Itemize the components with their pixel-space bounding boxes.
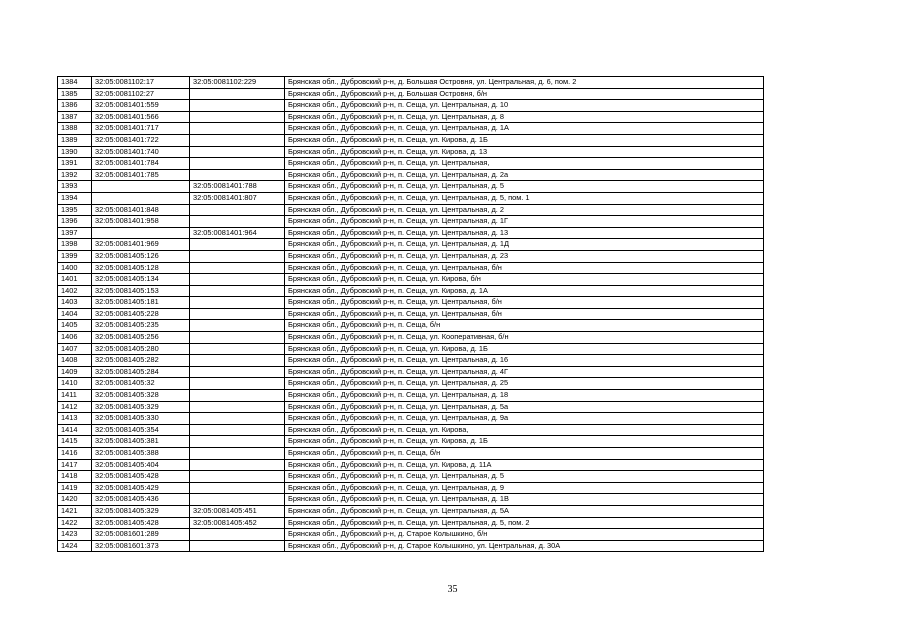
cadastral-number-cell: 32:05:0081405:381	[92, 436, 190, 448]
address-cell: Брянская обл., Дубровский р-н, п. Сеща, ул. Центральная, д. 25	[285, 378, 764, 390]
object-cadastral-number-cell	[190, 436, 285, 448]
cadastral-number-cell: 32:05:0081405:126	[92, 250, 190, 262]
table-row	[58, 181, 764, 193]
address-cell: Брянская обл., Дубровский р-н, п. Сеща, ул. Центральная, д. 23	[285, 250, 764, 262]
table-row	[58, 158, 764, 170]
object-cadastral-number-cell	[190, 459, 285, 471]
address-cell: Брянская обл., Дубровский р-н, п. Сеща, б/н	[285, 320, 764, 332]
row-number-cell: 1390	[58, 146, 92, 158]
cadastral-number-cell: 32:05:0081401:740	[92, 146, 190, 158]
table-row	[58, 192, 764, 204]
object-cadastral-number-cell	[190, 297, 285, 309]
object-cadastral-number-cell: 32:05:0081401:807	[190, 192, 285, 204]
row-number-cell: 1391	[58, 158, 92, 170]
object-cadastral-number-cell	[190, 448, 285, 460]
cadastral-number-cell: 32:05:0081405:284	[92, 366, 190, 378]
address-cell: Брянская обл., Дубровский р-н, п. Сеща, ул. Кирова, д. 1Б	[285, 343, 764, 355]
table-row	[58, 297, 764, 309]
address-cell: Брянская обл., Дубровский р-н, п. Сеща, ул. Центральная, д. 5	[285, 471, 764, 483]
cadastral-number-cell: 32:05:0081102:27	[92, 88, 190, 100]
address-cell: Брянская обл., Дубровский р-н, п. Сеща, ул. Центральная, д. 9а	[285, 413, 764, 425]
row-number-cell: 1386	[58, 100, 92, 112]
address-cell: Брянская обл., Дубровский р-н, п. Сеща, ул. Центральная, д. 8	[285, 111, 764, 123]
row-number-cell: 1402	[58, 285, 92, 297]
cadastral-number-cell: 32:05:0081405:388	[92, 448, 190, 460]
row-number-cell: 1401	[58, 274, 92, 286]
table-row	[58, 366, 764, 378]
cadastral-number-cell	[92, 227, 190, 239]
address-cell: Брянская обл., Дубровский р-н, д. Старое Колышкино, б/н	[285, 529, 764, 541]
object-cadastral-number-cell	[190, 413, 285, 425]
table-row	[58, 471, 764, 483]
object-cadastral-number-cell	[190, 100, 285, 112]
object-cadastral-number-cell	[190, 111, 285, 123]
row-number-cell: 1420	[58, 494, 92, 506]
object-cadastral-number-cell	[190, 343, 285, 355]
object-cadastral-number-cell	[190, 355, 285, 367]
object-cadastral-number-cell	[190, 308, 285, 320]
table-row	[58, 517, 764, 529]
table-row	[58, 320, 764, 332]
address-cell: Брянская обл., Дубровский р-н, п. Сеща, б/н	[285, 448, 764, 460]
address-cell: Брянская обл., Дубровский р-н, п. Сеща, ул. Центральная, д. 4Г	[285, 366, 764, 378]
table-row	[58, 134, 764, 146]
table-row	[58, 343, 764, 355]
object-cadastral-number-cell	[190, 494, 285, 506]
address-cell: Брянская обл., Дубровский р-н, п. Сеща, ул. Центральная, б/н	[285, 297, 764, 309]
table-row	[58, 169, 764, 181]
table-row	[58, 123, 764, 135]
object-cadastral-number-cell	[190, 146, 285, 158]
table-row	[58, 262, 764, 274]
row-number-cell: 1384	[58, 77, 92, 89]
object-cadastral-number-cell: 32:05:0081401:788	[190, 181, 285, 193]
cadastral-number-cell: 32:05:0081405:228	[92, 308, 190, 320]
cadastral-number-cell: 32:05:0081401:717	[92, 123, 190, 135]
cadastral-number-cell: 32:05:0081405:282	[92, 355, 190, 367]
row-number-cell: 1412	[58, 401, 92, 413]
object-cadastral-number-cell	[190, 158, 285, 170]
cadastral-number-cell: 32:05:0081401:848	[92, 204, 190, 216]
object-cadastral-number-cell	[190, 332, 285, 344]
object-cadastral-number-cell	[190, 285, 285, 297]
table-row	[58, 424, 764, 436]
object-cadastral-number-cell	[190, 216, 285, 228]
row-number-cell: 1423	[58, 529, 92, 541]
row-number-cell: 1410	[58, 378, 92, 390]
row-number-cell: 1395	[58, 204, 92, 216]
address-cell: Брянская обл., Дубровский р-н, п. Сеща, ул. Центральная, д. 18	[285, 390, 764, 402]
object-cadastral-number-cell	[190, 262, 285, 274]
address-cell: Брянская обл., Дубровский р-н, д. Старое Колышкино, ул. Центральная, д. 30А	[285, 540, 764, 552]
address-cell: Брянская обл., Дубровский р-н, п. Сеща, ул. Центральная, б/н	[285, 308, 764, 320]
cadastral-table	[57, 76, 764, 552]
address-cell: Брянская обл., Дубровский р-н, п. Сеща, ул. Центральная, д. 1Г	[285, 216, 764, 228]
row-number-cell: 1403	[58, 297, 92, 309]
address-cell: Брянская обл., Дубровский р-н, п. Сеща, ул. Кирова, д. 11А	[285, 459, 764, 471]
table-row	[58, 482, 764, 494]
row-number-cell: 1394	[58, 192, 92, 204]
address-cell: Брянская обл., Дубровский р-н, п. Сеща, ул. Кирова, д. 1А	[285, 285, 764, 297]
cadastral-number-cell: 32:05:0081401:722	[92, 134, 190, 146]
cadastral-number-cell: 32:05:0081405:328	[92, 390, 190, 402]
table-row	[58, 77, 764, 89]
address-cell: Брянская обл., Дубровский р-н, п. Сеща, ул. Кирова, б/н	[285, 274, 764, 286]
cadastral-number-cell: 32:05:0081401:559	[92, 100, 190, 112]
cadastral-number-cell	[92, 192, 190, 204]
row-number-cell: 1413	[58, 413, 92, 425]
row-number-cell: 1415	[58, 436, 92, 448]
row-number-cell: 1397	[58, 227, 92, 239]
address-cell: Брянская обл., Дубровский р-н, п. Сеща, ул. Кооперативная, б/н	[285, 332, 764, 344]
row-number-cell: 1406	[58, 332, 92, 344]
table-row	[58, 436, 764, 448]
cadastral-number-cell: 32:05:0081405:181	[92, 297, 190, 309]
address-cell: Брянская обл., Дубровский р-н, п. Сеща, ул. Центральная, д. 16	[285, 355, 764, 367]
address-cell: Брянская обл., Дубровский р-н, п. Сеща, ул. Центральная, д. 2	[285, 204, 764, 216]
address-cell: Брянская обл., Дубровский р-н, д. Большая Островня, б/н	[285, 88, 764, 100]
row-number-cell: 1418	[58, 471, 92, 483]
address-cell: Брянская обл., Дубровский р-н, п. Сеща, ул. Центральная, д. 2а	[285, 169, 764, 181]
object-cadastral-number-cell	[190, 239, 285, 251]
table-row	[58, 88, 764, 100]
table-row	[58, 494, 764, 506]
row-number-cell: 1417	[58, 459, 92, 471]
address-cell: Брянская обл., Дубровский р-н, п. Сеща, ул. Центральная, д. 9	[285, 482, 764, 494]
table-body	[58, 77, 764, 552]
table-row	[58, 308, 764, 320]
address-cell: Брянская обл., Дубровский р-н, п. Сеща, ул. Центральная, д. 5, пом. 1	[285, 192, 764, 204]
cadastral-number-cell	[92, 181, 190, 193]
address-cell: Брянская обл., Дубровский р-н, п. Сеща, ул. Кирова, д. 13	[285, 146, 764, 158]
cadastral-number-cell: 32:05:0081601:373	[92, 540, 190, 552]
table-row	[58, 227, 764, 239]
table-row	[58, 239, 764, 251]
row-number-cell: 1419	[58, 482, 92, 494]
cadastral-number-cell: 32:05:0081401:784	[92, 158, 190, 170]
object-cadastral-number-cell	[190, 540, 285, 552]
row-number-cell: 1414	[58, 424, 92, 436]
table-row	[58, 355, 764, 367]
row-number-cell: 1422	[58, 517, 92, 529]
table-row	[58, 111, 764, 123]
object-cadastral-number-cell	[190, 482, 285, 494]
object-cadastral-number-cell	[190, 471, 285, 483]
address-cell: Брянская обл., Дубровский р-н, п. Сеща, ул. Центральная, д. 5А	[285, 505, 764, 517]
object-cadastral-number-cell	[190, 123, 285, 135]
table-row	[58, 378, 764, 390]
table-row	[58, 100, 764, 112]
object-cadastral-number-cell	[190, 390, 285, 402]
cadastral-number-cell: 32:05:0081405:329	[92, 401, 190, 413]
address-cell: Брянская обл., Дубровский р-н, п. Сеща, ул. Центральная, д. 1Д	[285, 239, 764, 251]
table-row	[58, 204, 764, 216]
object-cadastral-number-cell: 32:05:0081405:452	[190, 517, 285, 529]
cadastral-number-cell: 32:05:0081405:32	[92, 378, 190, 390]
cadastral-number-cell: 32:05:0081405:404	[92, 459, 190, 471]
cadastral-number-cell: 32:05:0081405:329	[92, 505, 190, 517]
address-cell: Брянская обл., Дубровский р-н, п. Сеща, ул. Центральная, д. 5, пом. 2	[285, 517, 764, 529]
row-number-cell: 1385	[58, 88, 92, 100]
address-cell: Брянская обл., Дубровский р-н, д. Большая Островня, ул. Центральная, д. 6, пом. 2	[285, 77, 764, 89]
cadastral-number-cell: 32:05:0081401:958	[92, 216, 190, 228]
row-number-cell: 1392	[58, 169, 92, 181]
row-number-cell: 1388	[58, 123, 92, 135]
cadastral-number-cell: 32:05:0081405:330	[92, 413, 190, 425]
cadastral-number-cell: 32:05:0081405:428	[92, 471, 190, 483]
row-number-cell: 1416	[58, 448, 92, 460]
cadastral-number-cell: 32:05:0081102:17	[92, 77, 190, 89]
row-number-cell: 1421	[58, 505, 92, 517]
address-cell: Брянская обл., Дубровский р-н, п. Сеща, ул. Центральная, б/н	[285, 262, 764, 274]
table-row	[58, 332, 764, 344]
cadastral-number-cell: 32:05:0081401:969	[92, 239, 190, 251]
object-cadastral-number-cell	[190, 274, 285, 286]
table-row	[58, 250, 764, 262]
row-number-cell: 1407	[58, 343, 92, 355]
cadastral-number-cell: 32:05:0081405:128	[92, 262, 190, 274]
table-row	[58, 459, 764, 471]
row-number-cell: 1396	[58, 216, 92, 228]
object-cadastral-number-cell	[190, 378, 285, 390]
cadastral-number-cell: 32:05:0081405:429	[92, 482, 190, 494]
cadastral-number-cell: 32:05:0081405:354	[92, 424, 190, 436]
table-row	[58, 529, 764, 541]
object-cadastral-number-cell	[190, 250, 285, 262]
table-row	[58, 448, 764, 460]
object-cadastral-number-cell: 32:05:0081102:229	[190, 77, 285, 89]
table-row	[58, 390, 764, 402]
address-cell: Брянская обл., Дубровский р-н, п. Сеща, ул. Центральная, д. 13	[285, 227, 764, 239]
address-cell: Брянская обл., Дубровский р-н, п. Сеща, ул. Центральная, д. 1В	[285, 494, 764, 506]
address-cell: Брянская обл., Дубровский р-н, п. Сеща, ул. Центральная,	[285, 158, 764, 170]
cadastral-number-cell: 32:05:0081601:289	[92, 529, 190, 541]
object-cadastral-number-cell	[190, 366, 285, 378]
table-row	[58, 216, 764, 228]
row-number-cell: 1387	[58, 111, 92, 123]
address-cell: Брянская обл., Дубровский р-н, п. Сеща, ул. Центральная, д. 5а	[285, 401, 764, 413]
cadastral-number-cell: 32:05:0081405:436	[92, 494, 190, 506]
cadastral-number-cell: 32:05:0081405:134	[92, 274, 190, 286]
cadastral-number-cell: 32:05:0081405:428	[92, 517, 190, 529]
row-number-cell: 1389	[58, 134, 92, 146]
table-row	[58, 401, 764, 413]
address-cell: Брянская обл., Дубровский р-н, п. Сеща, ул. Центральная, д. 1А	[285, 123, 764, 135]
row-number-cell: 1404	[58, 308, 92, 320]
table-row	[58, 505, 764, 517]
address-cell: Брянская обл., Дубровский р-н, п. Сеща, ул. Центральная, д. 10	[285, 100, 764, 112]
table-row	[58, 540, 764, 552]
address-cell: Брянская обл., Дубровский р-н, п. Сеща, ул. Кирова, д. 1Б	[285, 134, 764, 146]
cadastral-number-cell: 32:05:0081401:785	[92, 169, 190, 181]
page-number: 35	[447, 584, 458, 595]
row-number-cell: 1411	[58, 390, 92, 402]
object-cadastral-number-cell	[190, 134, 285, 146]
object-cadastral-number-cell	[190, 204, 285, 216]
row-number-cell: 1398	[58, 239, 92, 251]
object-cadastral-number-cell	[190, 169, 285, 181]
object-cadastral-number-cell	[190, 401, 285, 413]
cadastral-number-cell: 32:05:0081405:235	[92, 320, 190, 332]
table-row	[58, 146, 764, 158]
table-row	[58, 274, 764, 286]
address-cell: Брянская обл., Дубровский р-н, п. Сеща, ул. Кирова,	[285, 424, 764, 436]
cadastral-number-cell: 32:05:0081405:256	[92, 332, 190, 344]
row-number-cell: 1408	[58, 355, 92, 367]
object-cadastral-number-cell	[190, 88, 285, 100]
cadastral-number-cell: 32:05:0081405:280	[92, 343, 190, 355]
row-number-cell: 1400	[58, 262, 92, 274]
row-number-cell: 1399	[58, 250, 92, 262]
object-cadastral-number-cell	[190, 529, 285, 541]
address-cell: Брянская обл., Дубровский р-н, п. Сеща, ул. Кирова, д. 1Б	[285, 436, 764, 448]
row-number-cell: 1424	[58, 540, 92, 552]
table-row	[58, 413, 764, 425]
row-number-cell: 1393	[58, 181, 92, 193]
row-number-cell: 1405	[58, 320, 92, 332]
address-cell: Брянская обл., Дубровский р-н, п. Сеща, ул. Центральная, д. 5	[285, 181, 764, 193]
cadastral-number-cell: 32:05:0081405:153	[92, 285, 190, 297]
object-cadastral-number-cell: 32:05:0081405:451	[190, 505, 285, 517]
cadastral-number-cell: 32:05:0081401:566	[92, 111, 190, 123]
object-cadastral-number-cell	[190, 320, 285, 332]
object-cadastral-number-cell	[190, 424, 285, 436]
table-row	[58, 285, 764, 297]
object-cadastral-number-cell: 32:05:0081401:964	[190, 227, 285, 239]
row-number-cell: 1409	[58, 366, 92, 378]
